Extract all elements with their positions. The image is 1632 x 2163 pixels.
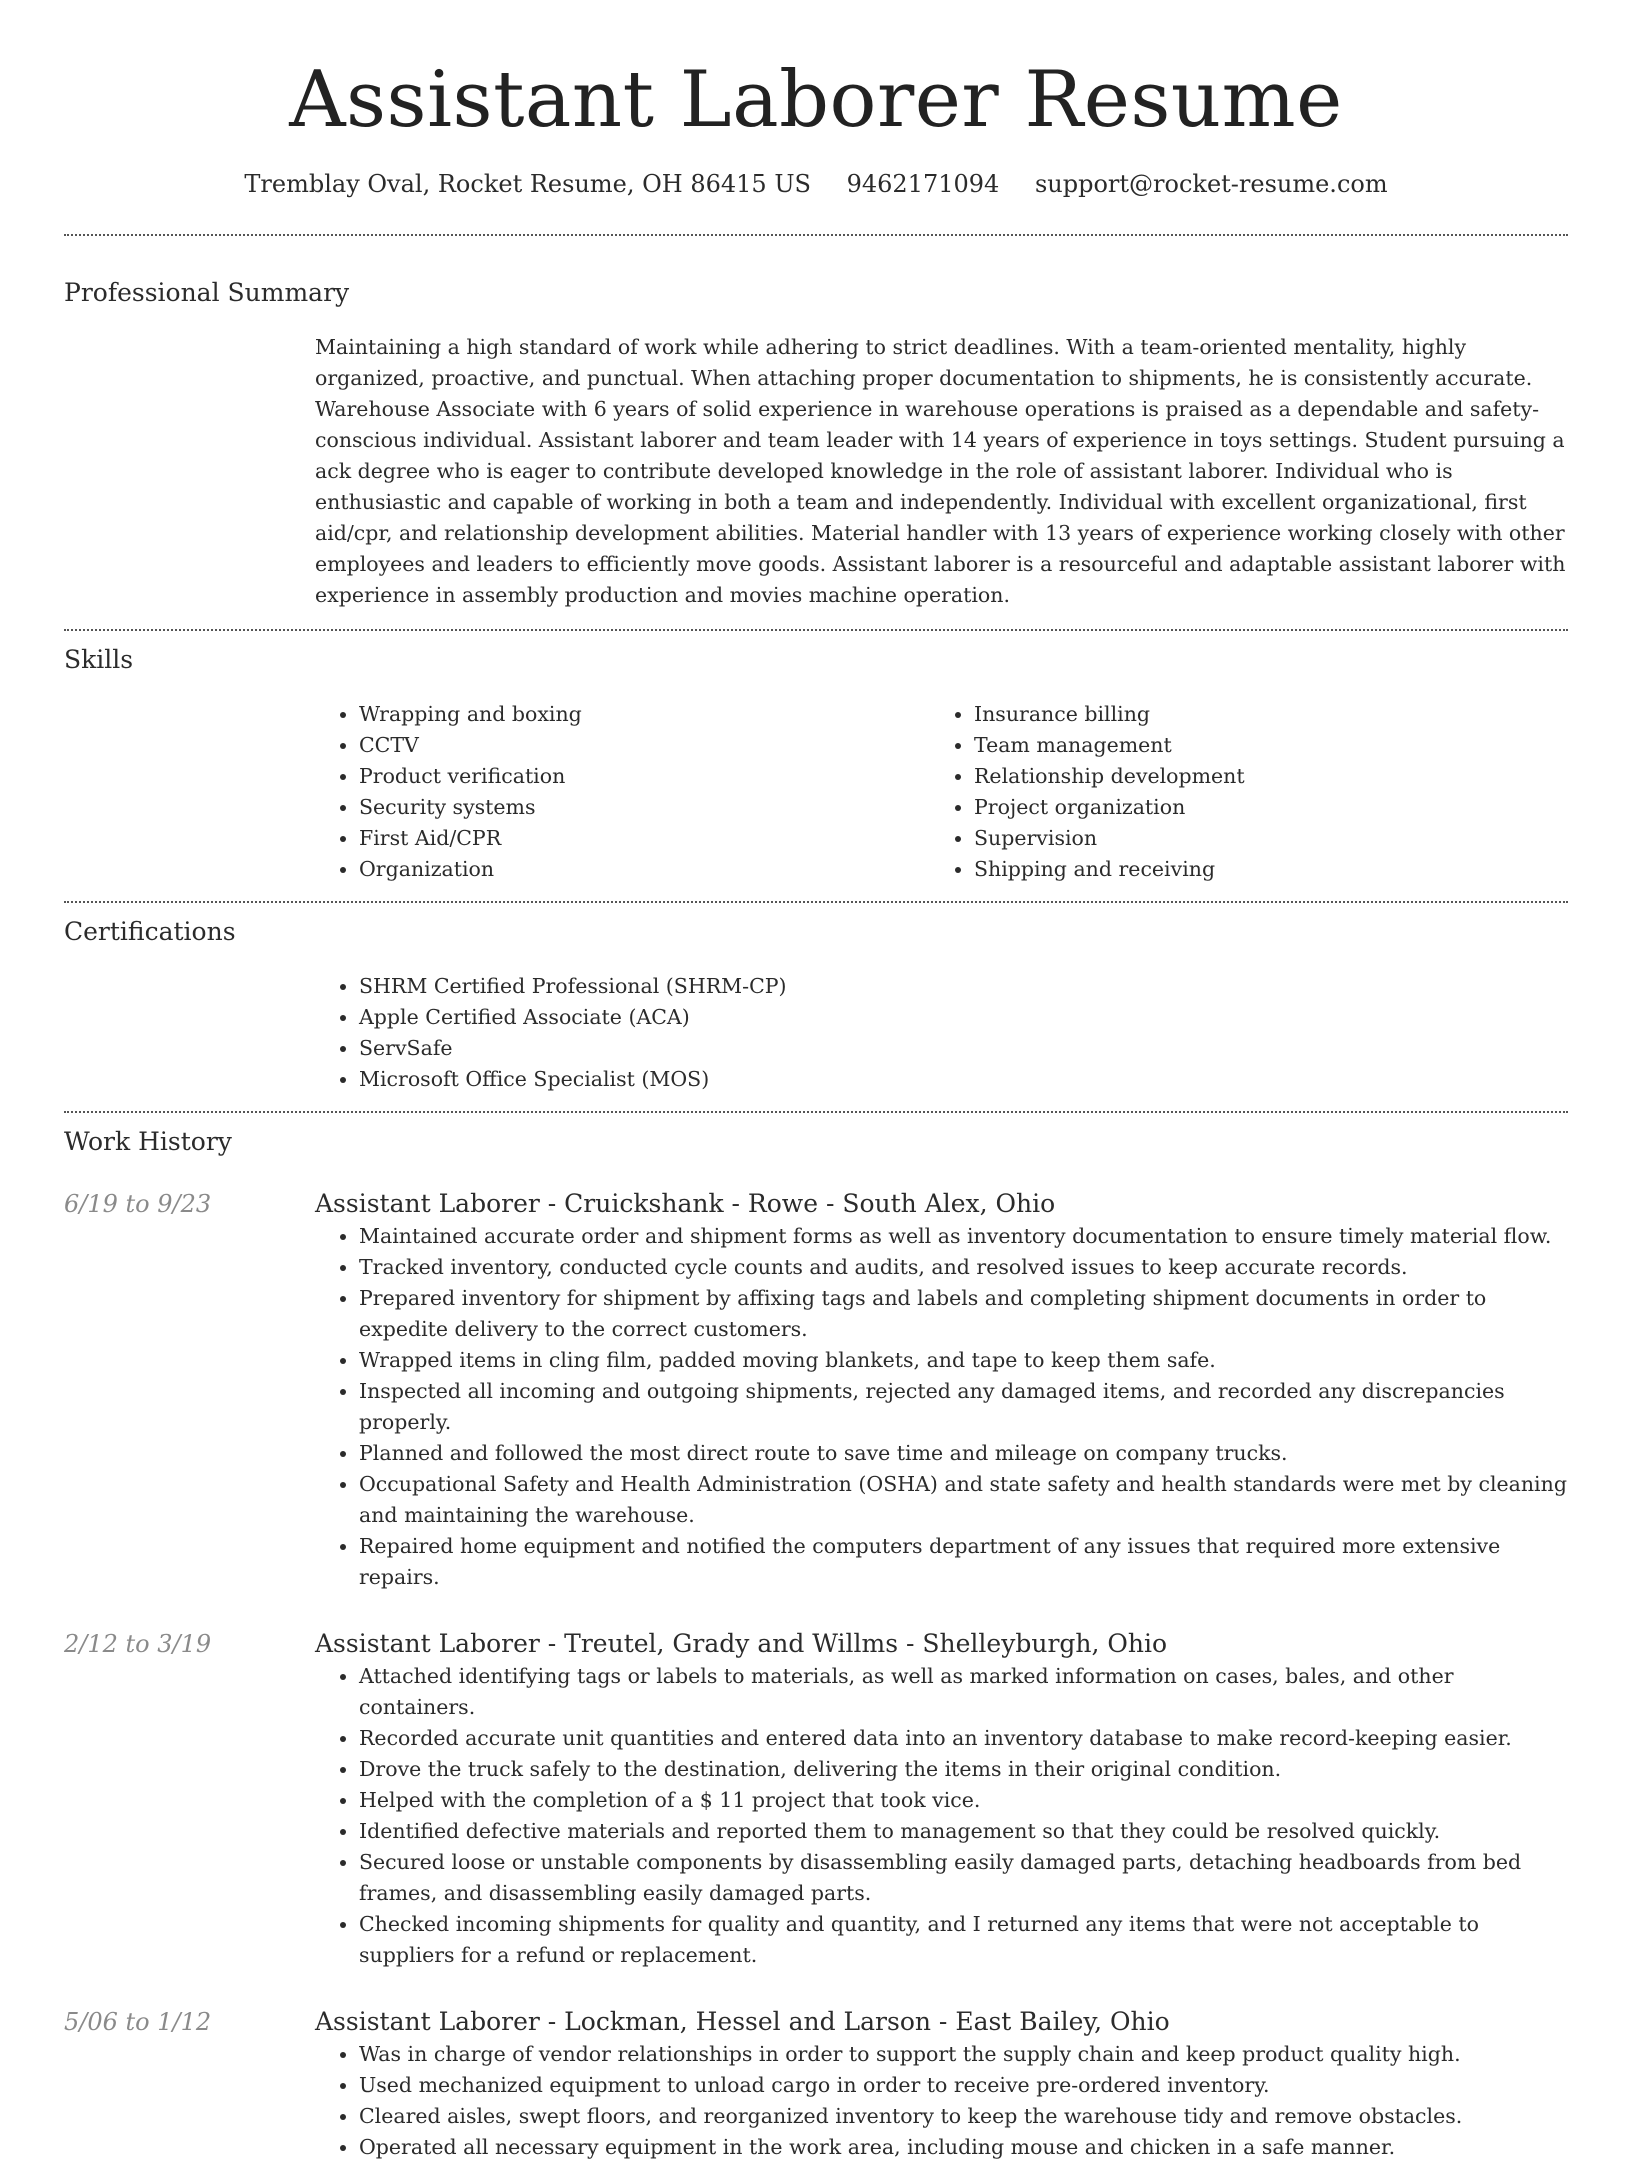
job-details bbox=[315, 1627, 1568, 1971]
summary-text: Maintaining a high standard of work while adhering to strict deadlines. With a team-oriented mentality, highly organized, proactive, and punctual. When attaching proper documentation to shipments, he is consistently accurate. Warehouse Associate with 6 years of solid experience in warehouse operations is praised as a dependable and safety-conscious individual. Assistant laborer and team leader with 14 years of experience in toys settings. Student pursuing a ack degree who is eager to contribute developed knowledge in the role of assistant laborer. Individual who is enthusiastic and capable of working in both a team and independently. Individual with excellent organizational, first aid/cpr, and relationship development abilities. Material handler with 13 years of experience working closely with other employees and leaders to efficiently move goods. Assistant laborer is a resourceful and adaptable assistant laborer with experience in assembly production and movies machine operation. bbox=[315, 335, 1566, 607]
skill-item: • Project organization bbox=[974, 792, 1545, 823]
skill-item: • Supervision bbox=[974, 823, 1545, 854]
certification-item: • Microsoft Office Specialist (MOS) bbox=[359, 1064, 1568, 1095]
skill-item: • Shipping and receiving bbox=[974, 854, 1545, 885]
skills-list-left bbox=[315, 699, 930, 885]
job-bullet: • Drove the truck safely to the destination, delivering the items in their original condition. bbox=[359, 1754, 1568, 1785]
skill-item: • Organization bbox=[359, 854, 930, 885]
section-title-work-history: Work History bbox=[64, 1127, 232, 1156]
skill-item: • Team management bbox=[974, 730, 1545, 761]
job-heading: Assistant Laborer - Cruickshank - Rowe - South Alex, Ohio bbox=[315, 1189, 1056, 1218]
section-title-skills: Skills bbox=[64, 645, 134, 674]
job-bullet: • Helped with the completion of a $ 11 project that took vice. bbox=[359, 1785, 1568, 1816]
job-bullet: • Maintained accurate order and shipment forms as well as inventory documentation to ensure timely material flow. bbox=[359, 1221, 1568, 1252]
job-bullet: • Occupational Safety and Health Administration (OSHA) and state safety and health standards were met by cleaning and maintaining the warehouse. bbox=[359, 1469, 1568, 1531]
summary-body bbox=[315, 332, 1568, 611]
job-dates: 2/12 to 3/19 bbox=[64, 1630, 212, 1658]
job-bullet-list bbox=[315, 2039, 1568, 2163]
header-divider bbox=[64, 234, 1568, 236]
resume-title: Assistant Laborer Resume bbox=[289, 55, 1343, 145]
certification-item: • ServSafe bbox=[359, 1033, 1568, 1064]
job-bullet: • Attached identifying tags or labels to materials, as well as marked information on cases, bales, and other containers. bbox=[359, 1661, 1568, 1723]
job-bullet: • Recorded accurate unit quantities and entered data into an inventory database to make record-keeping easier. bbox=[359, 1723, 1568, 1754]
contact-phone: 9462171094 bbox=[846, 170, 1000, 198]
job-bullet: • Identified defective materials and reported them to management so that they could be resolved quickly. bbox=[359, 1816, 1568, 1847]
job-entry bbox=[64, 2005, 1568, 2163]
certifications-body bbox=[315, 971, 1568, 1095]
section-title-summary: Professional Summary bbox=[64, 278, 350, 307]
skill-item: • Relationship development bbox=[974, 761, 1545, 792]
skills-column-right bbox=[930, 699, 1545, 885]
skill-item: • Wrapping and boxing bbox=[359, 699, 930, 730]
skill-item: • Security systems bbox=[359, 792, 930, 823]
job-heading: Assistant Laborer - Treutel, Grady and Willms - Shelleyburgh, Ohio bbox=[315, 1629, 1168, 1658]
certifications-list bbox=[315, 971, 1568, 1095]
resume-page bbox=[64, 0, 1568, 2163]
skill-item: • Product verification bbox=[359, 761, 930, 792]
section-divider bbox=[64, 1111, 1568, 1113]
job-bullet: • Operated all necessary equipment in the work area, including mouse and chicken in a safe manner. bbox=[359, 2132, 1568, 2163]
job-bullet: • Repaired home equipment and notified the computers department of any issues that required more extensive repairs. bbox=[359, 1531, 1568, 1593]
contact-email: support@rocket-resume.com bbox=[1034, 170, 1388, 198]
job-bullet: • Cleared aisles, swept floors, and reorganized inventory to keep the warehouse tidy and remove obstacles. bbox=[359, 2101, 1568, 2132]
job-bullet: • Was in charge of vendor relationships in order to support the supply chain and keep product quality high. bbox=[359, 2039, 1568, 2070]
job-details bbox=[315, 2005, 1568, 2163]
job-dates: 5/06 to 1/12 bbox=[64, 2008, 212, 2036]
certification-item: • SHRM Certified Professional (SHRM-CP) bbox=[359, 971, 1568, 1002]
job-bullet: • Checked incoming shipments for quality and quantity, and I returned any items that were not acceptable to suppliers for a refund or replacement. bbox=[359, 1909, 1568, 1971]
skills-column-left bbox=[315, 699, 930, 885]
job-bullet: • Planned and followed the most direct route to save time and mileage on company trucks. bbox=[359, 1438, 1568, 1469]
section-divider bbox=[64, 629, 1568, 631]
job-entry bbox=[64, 1627, 1568, 1971]
job-bullet: • Prepared inventory for shipment by affixing tags and labels and completing shipment documents in order to expedite delivery to the correct customers. bbox=[359, 1283, 1568, 1345]
job-bullet: • Secured loose or unstable components by disassembling easily damaged parts, detaching headboards from bed frames, and disassembling easily damaged parts. bbox=[359, 1847, 1568, 1909]
job-bullet: • Wrapped items in cling film, padded moving blankets, and tape to keep them safe. bbox=[359, 1345, 1568, 1376]
job-bullet-list bbox=[315, 1221, 1568, 1593]
skills-list-right bbox=[930, 699, 1545, 885]
certification-item: • Apple Certified Associate (ACA) bbox=[359, 1002, 1568, 1033]
job-bullet: • Used mechanized equipment to unload cargo in order to receive pre-ordered inventory. bbox=[359, 2070, 1568, 2101]
contact-line bbox=[64, 168, 1568, 200]
contact-address: Tremblay Oval, Rocket Resume, OH 86415 US bbox=[244, 170, 811, 198]
job-details bbox=[315, 1187, 1568, 1593]
job-bullet: • Inspected all incoming and outgoing shipments, rejected any damaged items, and recorded any discrepancies properly. bbox=[359, 1376, 1568, 1438]
job-bullet-list bbox=[315, 1661, 1568, 1971]
section-title-certifications: Certifications bbox=[64, 917, 236, 946]
skill-item: • First Aid/CPR bbox=[359, 823, 930, 854]
skill-item: • CCTV bbox=[359, 730, 930, 761]
skill-item: • Insurance billing bbox=[974, 699, 1545, 730]
job-bullet: • Tracked inventory, conducted cycle counts and audits, and resolved issues to keep accurate records. bbox=[359, 1252, 1568, 1283]
job-heading: Assistant Laborer - Lockman, Hessel and Larson - East Bailey, Ohio bbox=[315, 2007, 1170, 2036]
job-dates: 6/19 to 9/23 bbox=[64, 1190, 212, 1218]
section-divider bbox=[64, 901, 1568, 903]
skills-body bbox=[315, 699, 1568, 885]
job-entry bbox=[64, 1187, 1568, 1593]
